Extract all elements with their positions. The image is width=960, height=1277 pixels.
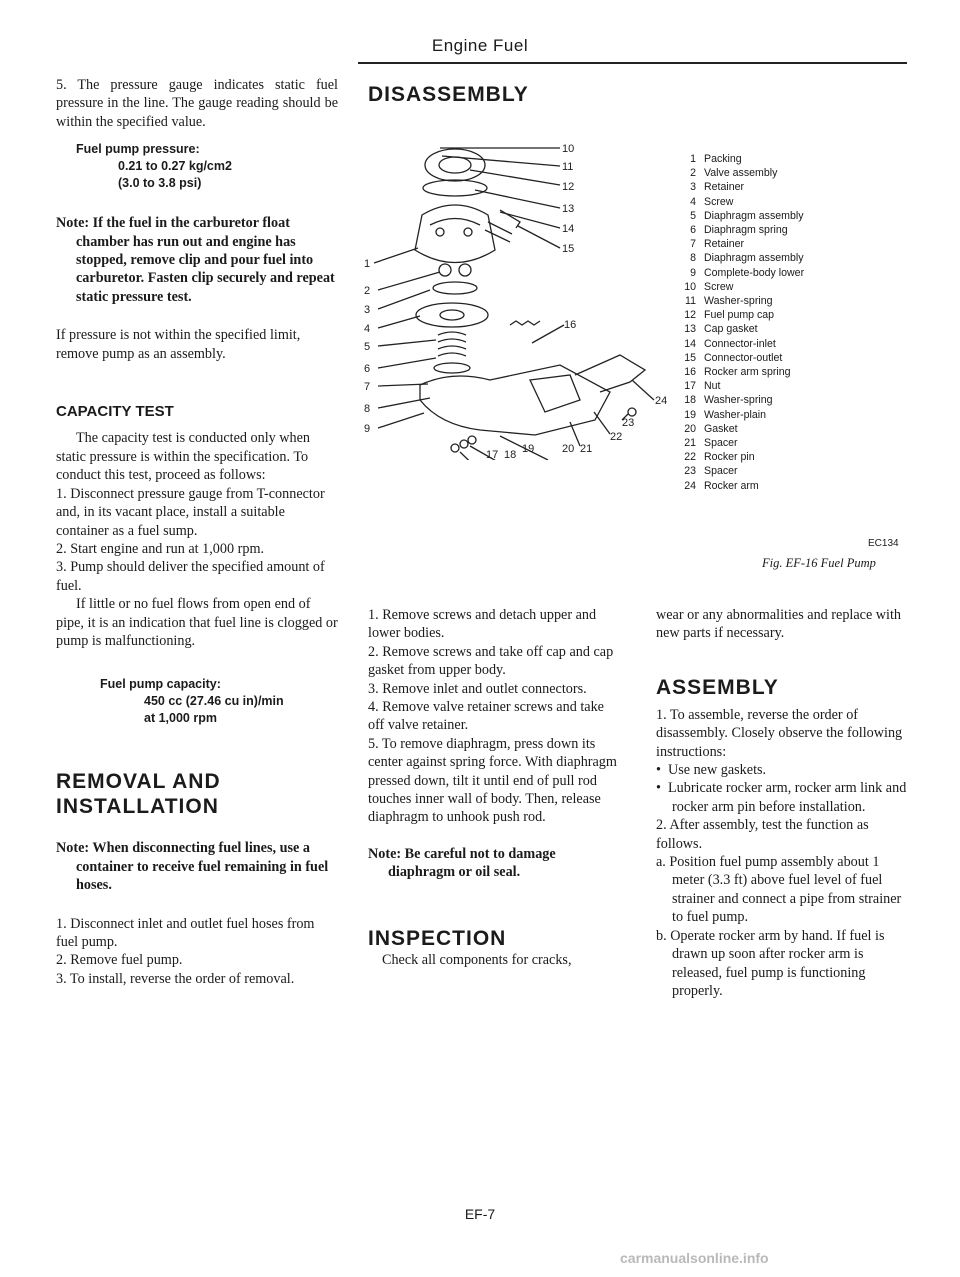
legend-row (676, 479, 804, 493)
diagram-label: 19 (522, 443, 535, 455)
legend-number: 11 (685, 295, 696, 308)
legend-number: 12 (684, 309, 696, 322)
lower-body (420, 365, 610, 435)
page-number: EF-7 (464, 1206, 496, 1222)
legend-number: 16 (684, 366, 696, 379)
legend-row (676, 266, 804, 280)
legend-text: Washer-plain (704, 408, 767, 421)
list-item: 3. Remove inlet and outlet connectors. (368, 680, 587, 697)
diagram-label: 9 (364, 423, 371, 435)
bullet-item (656, 779, 910, 816)
legend-text: Fuel pump cap (704, 309, 775, 322)
legend-row (676, 393, 804, 407)
list-item: 2. Remove screws and take off cap and cap gasket from upper body. (368, 643, 614, 679)
section-heading: DISASSEMBLY (368, 83, 529, 106)
paragraph: The capacity test is conducted only when static pressure is within the specification. To conduct this test, proceed as follows: (56, 430, 311, 484)
diagram-label: 4 (364, 323, 371, 335)
note: Note: If the fuel in the carburetor float chamber has run out and engine has stopped, remove clip and pour fuel into carburetor. Fasten clip securely and repeat static pressure test. (56, 215, 335, 305)
legend-text: Packing (704, 153, 742, 165)
legend-text: Washer-spring (704, 394, 773, 407)
diagram-label: 12 (562, 181, 575, 193)
header-rule (358, 62, 907, 64)
legend-text: Retainer (704, 238, 745, 251)
page-header: Engine Fuel (431, 36, 529, 55)
watermark: carmanualsonline.info (620, 1250, 769, 1266)
diagram-label: 8 (364, 403, 371, 415)
spec-value: at 1,000 rpm (144, 711, 217, 726)
spec-label: Fuel pump pressure: (76, 142, 200, 157)
diagram-label: 21 (580, 443, 593, 455)
list-item: 1. Disconnect pressure gauge from T-connector and, in its vacant place, install a suitable container as a fuel sump. (56, 485, 325, 539)
rocker-arm (575, 355, 645, 392)
diagram-label: 5 (364, 341, 371, 353)
diagram-label: 14 (562, 223, 575, 235)
legend-text: Cap gasket (704, 323, 758, 336)
section-heading: INSPECTION (368, 926, 507, 950)
legend-number: 17 (684, 380, 696, 393)
legend-row (676, 280, 804, 294)
legend-row (676, 166, 804, 180)
diaphragm-spring (438, 332, 466, 356)
legend-row (676, 379, 804, 393)
section-heading: REMOVAL AND (56, 770, 221, 794)
legend-number: 19 (684, 408, 696, 421)
legend-row (676, 180, 804, 194)
legend-number: 3 (690, 181, 696, 194)
fuel-pump-cap (425, 149, 485, 181)
list-item: 4. Remove valve retainer screws and take off valve retainer. (368, 699, 604, 734)
legend-number: 18 (684, 394, 696, 407)
rocker-arm-spring (510, 321, 540, 325)
diagram-label: 10 (562, 143, 575, 155)
legend-number: 13 (684, 323, 696, 336)
diagram-label: 23 (622, 417, 635, 429)
figure-code: EC134 (868, 538, 899, 549)
legend-row (676, 422, 804, 436)
diagram-label: 11 (562, 161, 574, 173)
legend-number: 1 (690, 153, 696, 165)
legend-text: Rocker arm (704, 479, 759, 492)
legend-number: 14 (684, 337, 696, 350)
diagram-label: 22 (610, 431, 623, 443)
legend-text: Spacer (704, 465, 738, 478)
legend-text: Valve assembly (704, 167, 778, 180)
bullet-text: Lubricate rocker arm, rocker arm link and rocker arm pin before installation. (667, 780, 907, 815)
legend-number: 24 (684, 479, 696, 492)
diagram-label: 24 (655, 395, 668, 407)
legend-row (676, 209, 804, 223)
valve-assembly (439, 264, 451, 276)
paragraph: wear or any abnormalities and replace with new parts if necessary. (656, 607, 902, 642)
parts-legend (676, 152, 804, 493)
list-item: 1. To assemble, reverse the order of disassembly. Closely observe the following instructions: (656, 706, 903, 760)
legend-row (676, 237, 804, 251)
legend-text: Retainer (704, 181, 745, 194)
note: Note: When disconnecting fuel lines, use a container to receive fuel remaining in fuel hoses. (56, 840, 329, 894)
legend-row (676, 450, 804, 464)
bullet-item (656, 761, 910, 779)
legend-text: Connector-outlet (704, 351, 783, 364)
legend-text: Nut (704, 380, 721, 393)
diagram-label: 6 (364, 363, 371, 375)
diaphragm-assembly (416, 303, 488, 327)
legend-text: Screw (704, 280, 734, 293)
paragraph: If little or no fuel flows from open end of pipe, it is an indication that fuel line is clogged or pump is malfunctioning. (56, 596, 338, 649)
legend-row (676, 152, 804, 166)
connector-outlet (485, 222, 512, 242)
legend-number: 23 (684, 465, 696, 478)
diagram-label: 7 (364, 381, 371, 393)
legend-text: Diaphragm assembly (704, 209, 804, 222)
legend-text: Spacer (704, 437, 738, 450)
diagram-label: 2 (364, 285, 371, 297)
legend-text: Screw (704, 195, 734, 208)
middle-column (368, 606, 618, 969)
legend-text: Diaphragm assembly (704, 252, 804, 265)
legend-row (676, 322, 804, 336)
diagram-label: 18 (504, 449, 517, 460)
section-heading: CAPACITY TEST (56, 403, 174, 421)
legend-row (676, 351, 804, 365)
legend-number: 10 (684, 280, 696, 293)
diagram-label: 20 (562, 443, 575, 455)
spec-label: Fuel pump capacity: (100, 677, 221, 692)
middle-heading (368, 82, 628, 107)
legend-text: Rocker arm spring (704, 366, 791, 379)
paragraph: 5. The pressure gauge indicates static fuel pressure in the line. The gauge reading should be within the specified value. (56, 77, 338, 130)
legend-row (676, 365, 804, 379)
legend-text: Gasket (704, 422, 738, 435)
legend-number: 8 (690, 252, 696, 265)
list-item: a. Position fuel pump assembly about 1 meter (3.3 ft) above fuel level of fuel strainer and connect a pipe from strainer to fuel pump. (656, 854, 902, 926)
spec-value: 0.21 to 0.27 kg/cm2 (118, 159, 232, 174)
legend-number: 20 (684, 422, 696, 435)
right-column (656, 606, 910, 1000)
legend-number: 6 (690, 224, 696, 237)
list-item: b. Operate rocker arm by hand. If fuel is drawn up soon after rocker arm is released, fuel pump is functioning properly. (656, 927, 885, 999)
legend-number: 15 (684, 351, 696, 364)
list-item: 2. Start engine and run at 1,000 rpm. (56, 540, 265, 557)
cap-gasket (423, 180, 487, 196)
list-item: 3. To install, reverse the order of removal. (56, 970, 295, 987)
diagram-label: 1 (364, 258, 371, 270)
legend-row (676, 251, 804, 265)
legend-text: Complete-body lower (704, 266, 805, 279)
legend-text: Connector-inlet (704, 337, 776, 350)
list-item: 1. Disconnect inlet and outlet fuel hoses from fuel pump. (56, 915, 315, 950)
legend-number: 9 (690, 266, 696, 279)
legend-row (676, 337, 804, 351)
paragraph: Check all components for cracks, (382, 951, 572, 968)
legend-row (676, 308, 804, 322)
legend-number: 21 (684, 437, 696, 450)
section-heading: INSTALLATION (56, 795, 219, 819)
figure-caption: Fig. EF-16 Fuel Pump (762, 556, 876, 570)
list-item: 2. After assembly, test the function as follows. (656, 817, 869, 852)
legend-text: Diaphragm spring (704, 224, 788, 237)
list-item: 2. Remove fuel pump. (56, 952, 183, 969)
list-item: 5. To remove diaphragm, press down its center against spring force. With diaphragm pressed down, tilt it until end of pull rod touches inner wall of body. Then, release diaphragm to unhook push rod. (368, 735, 617, 826)
retainer (433, 282, 477, 294)
paragraph: If pressure is not within the specified limit, remove pump as an assembly. (56, 327, 301, 362)
diagram-label: 17 (486, 449, 499, 460)
left-column (56, 76, 338, 988)
note: Note: Be careful not to damage diaphragm or oil seal. (368, 845, 556, 881)
legend-row (676, 436, 804, 450)
diagram-label: 15 (562, 243, 575, 255)
legend-row (676, 223, 804, 237)
legend-number: 4 (690, 195, 696, 208)
diagram-label: 13 (562, 203, 575, 215)
legend-row (676, 408, 804, 422)
diagram-label: 3 (364, 304, 371, 316)
legend-number: 5 (690, 209, 696, 222)
legend-row (676, 464, 804, 478)
list-item: 3. Pump should deliver the specified amount of fuel. (56, 559, 325, 594)
list-item: 1. Remove screws and detach upper and lower bodies. (368, 607, 597, 642)
upper-body (415, 205, 495, 263)
legend-number: 2 (690, 167, 696, 180)
legend-number: 7 (690, 238, 696, 251)
bullet-text: Use new gaskets. (667, 762, 767, 779)
spec-value: 450 cc (27.46 cu in)/min (144, 694, 284, 709)
diagram-label: 16 (564, 319, 577, 331)
legend-text: Washer-spring (704, 295, 773, 308)
spacer (628, 408, 636, 416)
legend-row (676, 294, 804, 308)
section-heading: ASSEMBLY (656, 675, 779, 699)
spec-value: (3.0 to 3.8 psi) (118, 176, 202, 191)
fuel-pump-diagram (360, 130, 680, 460)
legend-text: Rocker pin (704, 451, 755, 464)
legend-row (676, 195, 804, 209)
legend-number: 22 (684, 451, 696, 464)
